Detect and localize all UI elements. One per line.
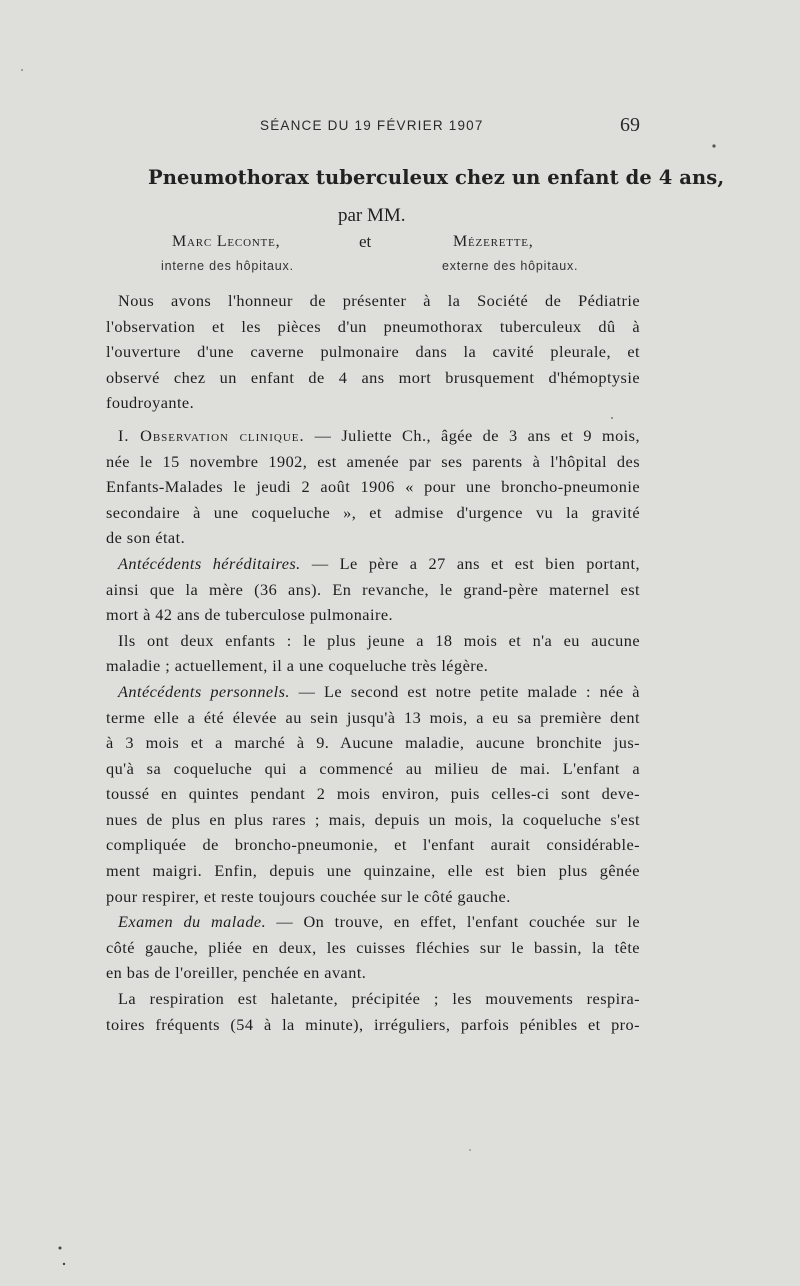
text-line: La respiration est haletante, précipitée ; les mouvements respira- [118,989,640,1009]
page-number: 69 [620,114,640,136]
role-leconte: interne des hôpitaux. [161,259,294,273]
text-line: pour respirer, et reste toujours couchée sur le côté gauche. [106,886,511,906]
text-run: — Juliette Ch., âgée de 3 ans et 9 mois, [304,425,640,445]
speck [63,1263,65,1265]
personal-heading: Antécédents personnels. [118,681,290,701]
speck [21,69,23,71]
text-line: foudroyante. [106,393,195,413]
text-line: en bas de l'oreiller, penchée en avant. [106,963,367,983]
byline: par MM. [338,205,406,226]
text-line: mort à 42 ans de tuberculose pulmonaire. [106,605,394,625]
text-run: — Le père a 27 ans et est bien portant, [300,553,641,573]
text-line: Ils ont deux enfants : le plus jeune a 18 mois et n'a eu aucune [118,630,640,650]
author-leconte: Marc Leconte, [172,233,281,250]
hereditary-heading: Antécédents héréditaires. [118,553,301,573]
text-line: toires fréquents (54 à la minute), irréguliers, parfois pénibles et pro- [106,1014,640,1034]
text-line: toussé en quintes pendant 2 mois environ, puis celles-ci sont deve- [106,784,640,804]
speck [59,1247,62,1250]
text-line: terme elle a été élevée au sein jusqu'à 13 mois, a eu sa première dent [106,707,640,727]
observation-heading: I. Observation clinique. [118,425,305,445]
text-line: Enfants-Malades le jeudi 2 août 1906 « pour une broncho-pneumonie [106,477,640,497]
text-line: l'observation et les pièces d'un pneumothorax tuberculeux dû à [106,316,640,336]
text-line: ainsi que la mère (36 ans). En revanche, le grand-père maternel est [106,579,640,599]
text-run: — On trouve, en effet, l'enfant couchée sur le [266,912,640,932]
exam-heading: Examen du malade. [118,912,267,932]
text-line: côté gauche, pliée en deux, les cuisses fléchies sur le bassin, la tête [106,937,640,957]
text-line: maladie ; actuellement, il a une coqueluche très légère. [106,656,489,676]
text-line: née le 15 novembre 1902, est amenée par ses parents à l'hôpital des [106,451,640,471]
article-title: Pneumothorax tuberculeux chez un enfant de 4 ans, [148,166,725,189]
speck [712,144,715,147]
author-mezerette: Mézerette, [453,233,534,250]
speck [611,417,613,419]
text-line: qu'à sa coqueluche qui a commencé au milieu de mai. L'enfant a [106,758,640,778]
text-line: compliquée de broncho-pneumonie, et l'enfant aurait considérable- [106,835,640,855]
role-mezerette: externe des hôpitaux. [442,259,579,273]
text-line: de son état. [106,528,186,548]
text-line: Nous avons l'honneur de présenter à la Société de Pédiatrie [118,291,640,310]
text-line: ment maigri. Enfin, depuis une quinzaine, elle est bien plus gênée [106,861,640,881]
text-line: l'ouverture d'une caverne pulmonaire dans la cavité pleurale, et [106,342,640,362]
text-line: nues de plus en plus rares ; mais, depuis un mois, la coqueluche s'est [106,809,640,829]
text-line: secondaire à une coqueluche », et admise d'urgence vu la gravité [106,502,640,522]
author-conjunction: et [359,232,372,251]
text-line: observé chez un enfant de 4 ans mort brusquement d'hémoptysie [106,367,640,387]
speck [469,1149,471,1151]
text-line: à 3 mois et a marché à 9. Aucune maladie, aucune bronchite jus- [106,733,640,753]
text-run: — Le second est notre petite malade : née à [289,681,640,701]
running-head: SÉANCE DU 19 FÉVRIER 1907 [260,118,484,133]
